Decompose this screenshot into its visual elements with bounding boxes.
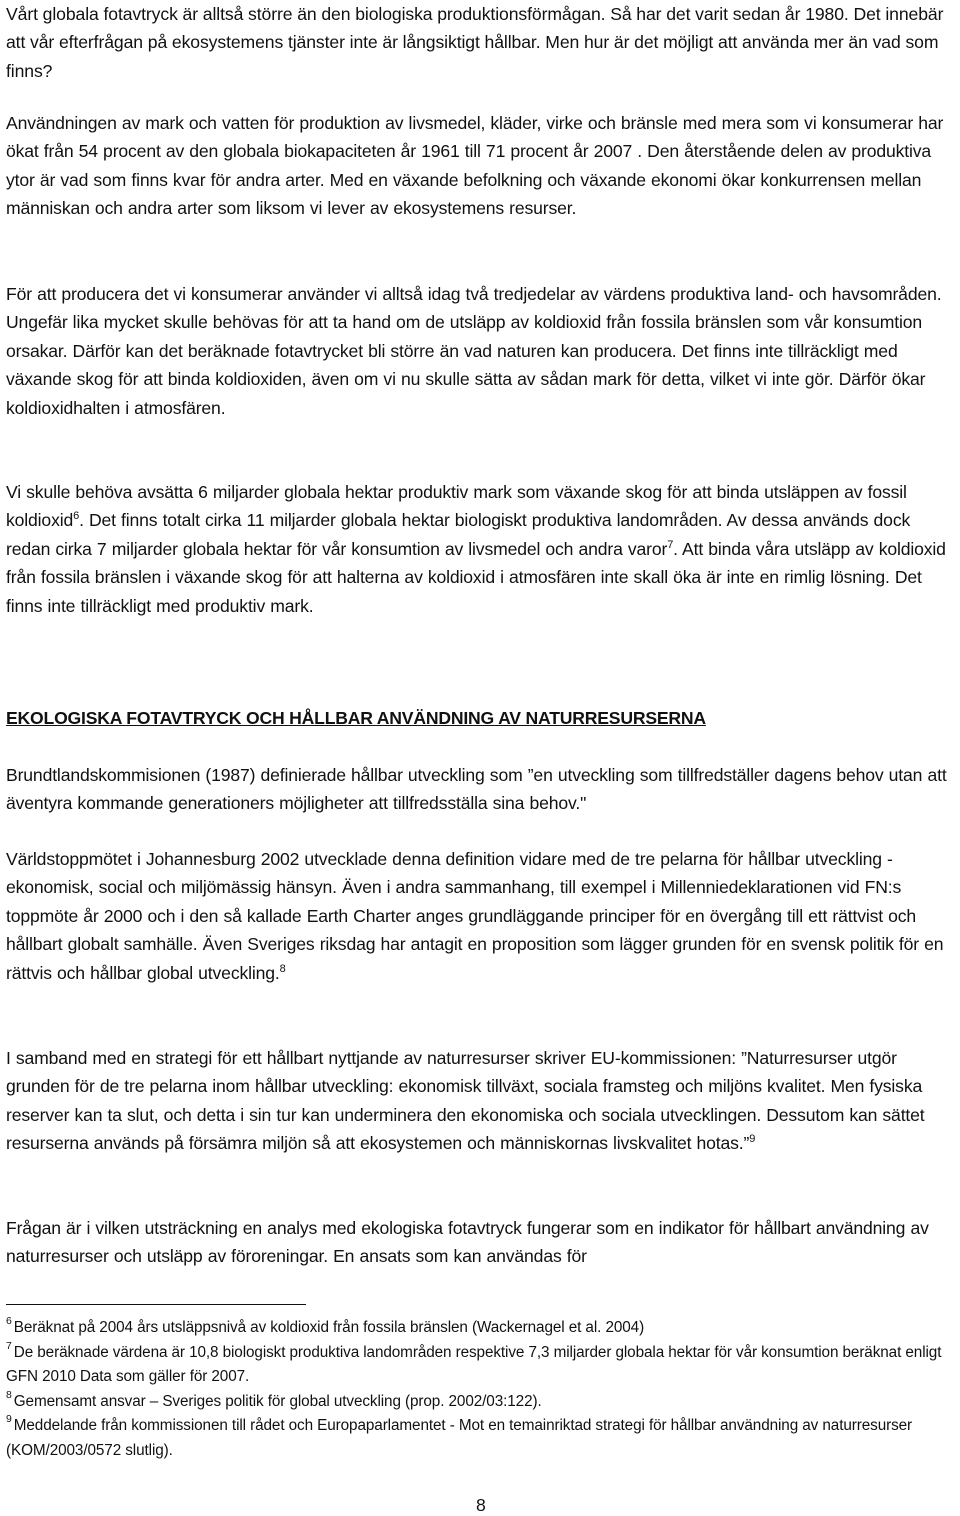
footnotes [6, 1316, 956, 1463]
footnote-ref-9[interactable]: 9 [749, 1133, 756, 1146]
paragraph-forest-binding [6, 478, 958, 620]
footnote-number: 6 [6, 1315, 12, 1327]
footnote-9 [6, 1414, 956, 1463]
intro-paragraph: Vårt globala fotavtryck är alltså större än den biologiska produktionsförmågan. Så har det varit sedan år 1980. Det innebär att vår efterfrågan på ekosystemens tjänster inte är långsiktigt hållbar. Men hur är det möjligt att använda mer än vad som finns? [6, 4, 944, 81]
footnote-7 [6, 1341, 956, 1390]
paragraph-johannesburg [6, 845, 958, 987]
footnote-text: De beräknade värdena är 10,8 biologiskt produktiva landområden respektive 7,3 miljarder globala hektar för vår konsumtion beräknat enligt GFN 2010 Data som gäller för 2007. [6, 1343, 942, 1385]
paragraph-eu-commission [6, 1044, 958, 1158]
footnote-number: 7 [6, 1339, 12, 1352]
section-heading: EKOLOGISKA FOTAVTRYCK OCH HÅLLBAR ANVÄNDNING AV NATURRESURSERNA [6, 708, 706, 728]
footnote-ref-7[interactable]: 7 [667, 538, 674, 551]
footnote-8 [6, 1390, 956, 1415]
paragraph-eu-commission-text: I samband med en strategi för ett hållbart nyttjande av naturresurser skriver EU-kommissionen: ”Naturresurser utgör grunden för de tre pelarna inom hållbar utveckling: ekonomisk tillväxt, sociala framsteg och miljöns kvalitet. Men fysiska reserver kan ta slut, och detta i sin tur kan underminera den ekonomiska och sociala utvecklingen. Dessutom kan sättet resurserna används på försämra miljön så att ekosystemen och människornas livskvalitet hotas.” [6, 1048, 925, 1154]
paragraph-land-use: Användningen av mark och vatten för produktion av livsmedel, kläder, virke och bränsle med mera som vi konsumerar har ökat från 54 procent av den globala biokapaciteten år 1961 till 71 procent år 2007 . Den återstående delen av produktiva ytor är vad som finns kvar för andra arter. Med en växande befolkning och växande ekonomi ökar konkurrensen mellan människan och andra arter som liksom vi lever av ekosystemens resurser. [6, 113, 944, 219]
paragraph-brundtland: Brundtlandskommisionen (1987) definierade hållbar utveckling som ”en utveckling som tillfredställer dagens behov utan att äventyra kommande generationers möjligheter att tillfredsställa sina behov." [6, 765, 947, 814]
page-number: 8 [476, 1495, 486, 1515]
paragraph-forest-binding-part1: Vi skulle behöva avsätta 6 miljarder globala hektar produktiv mark som växande skog för att binda utsläppen av fossil koldioxid [6, 482, 907, 531]
paragraph-production: För att producera det vi konsumerar använder vi alltså idag två tredjedelar av värdens produktiva land- och havsområden. Ungefär lika mycket skulle behövas för att ta hand om de utsläpp av koldioxid från fossila bränslen som vår konsumtion orsakar. Därför kan det beräknade fotavtrycket bli större än vad naturen kan producera. Det finns inte tillräckligt med växande skog för att binda koldioxiden, även om vi nu skulle sätta av sådan mark för detta, vilket vi inte gör. Därför ökar koldioxidhalten i atmosfären. [6, 284, 942, 418]
paragraph-question: Frågan är i vilken utsträckning en analys med ekologiska fotavtryck fungerar som en indikator för hållbart användning av naturresurser och utsläpp av föroreningar. En ansats som kan användas för [6, 1218, 929, 1267]
footnote-6 [6, 1316, 956, 1341]
paragraph-forest-binding-part2: . Det finns totalt cirka 11 miljarder globala hektar biologiskt produktiva landområden. Av dessa används dock redan cirka 7 miljarder globala hektar för vår konsumtion av livsmedel och andra varor [6, 510, 911, 559]
footnote-number: 9 [6, 1413, 12, 1425]
footnote-text: Beräknat på 2004 års utsläppsnivå av koldioxid från fossila bränslen (Wackernagel et al. 2004) [13, 1319, 645, 1336]
footnote-ref-6[interactable]: 6 [73, 510, 80, 523]
footnote-number: 8 [6, 1388, 12, 1401]
footnote-divider [6, 1304, 306, 1305]
footnote-text: Gemensamt ansvar – Sveriges politik för global utveckling (prop. 2002/03:122). [13, 1392, 542, 1410]
paragraph-forest-binding-part3: . Att binda våra utsläpp av koldioxid från fossila bränslen i växande skog för att halterna av koldioxid i atmosfären inte skall öka är inte en rimlig lösning. Det finns inte tillräckligt med produktiv mark. [6, 538, 946, 616]
footnote-text: Meddelande från kommissionen till rådet och Europaparlamentet - Mot en temainriktad strategi för hållbar användning av naturresurser (KOM/2003/0572 slutlig). [6, 1417, 913, 1459]
footnote-ref-8[interactable]: 8 [279, 962, 286, 975]
paragraph-johannesburg-text: Världstoppmötet i Johannesburg 2002 utvecklade denna definition vidare med de tre pelarna för hållbar utveckling - ekonomisk, social och miljömässig hänsyn. Även i andra sammanhang, till exempel i Millenniedeklarationen vid FN:s toppmöte år 2000 och i den så kallade Earth Charter anges grundläggande principer för en övergång till ett rättvist och hållbart globalt samhälle. Även Sveriges riksdag har antagit en proposition som lägger grunden för en svensk politik för en rättvis och hållbar global utveckling. [6, 849, 944, 983]
